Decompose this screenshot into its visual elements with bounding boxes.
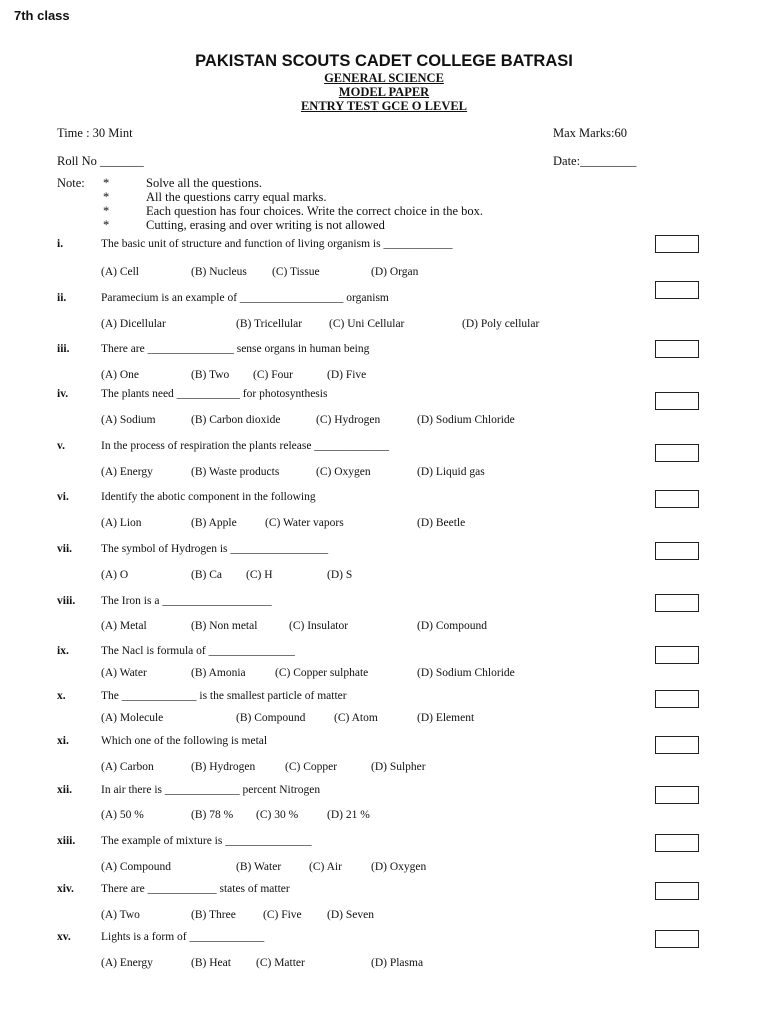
option: (B) Carbon dioxide [191,414,281,426]
option: (C) Four [253,369,293,381]
grade-label: 7th class [14,8,70,23]
question-number: xiii. [57,835,76,847]
option: (B) Three [191,909,236,921]
college-title: PAKISTAN SCOUTS CADET COLLEGE BATRASI [195,52,573,70]
option: (A) Energy [101,466,153,478]
answer-box[interactable] [655,235,699,253]
question-number: xii. [57,784,73,796]
question-number: xv. [57,931,71,943]
question-number: x. [57,690,66,702]
option: (C) Hydrogen [316,414,381,426]
option: (B) Non metal [191,620,258,632]
note-bullet: * [103,204,110,218]
question-number: i. [57,238,64,250]
question-text: Lights is a form of _____________ [101,931,265,943]
option: (D) Organ [371,266,419,278]
answer-box[interactable] [655,736,699,754]
option: (D) Five [327,369,367,381]
question-text: Identify the abotic component in the following [101,491,316,503]
answer-box[interactable] [655,834,699,852]
note-bullet: * [103,218,110,232]
question-text: There are _______________ sense organs in human being [101,343,370,355]
option: (D) S [327,569,353,581]
option: (A) Water [101,667,147,679]
note-bullet: * [103,176,110,190]
answer-box[interactable] [655,281,699,299]
note-item: Solve all the questions. [146,176,262,190]
question-text: Paramecium is an example of __________________ organism [101,292,389,304]
question-number: iv. [57,388,69,400]
question-number: xiv. [57,883,74,895]
question-text: The example of mixture is _______________ [101,835,312,847]
question-text: The _____________ is the smallest particle of matter [101,690,347,702]
answer-box[interactable] [655,786,699,804]
option: (A) O [101,569,129,581]
option: (D) Compound [417,620,487,632]
question-number: xi. [57,735,69,747]
question-text: The plants need ___________ for photosynthesis [101,388,328,400]
question-text: In the process of respiration the plants release _____________ [101,440,390,452]
option: (A) Two [101,909,140,921]
option: (A) Molecule [101,712,164,724]
option: (C) H [246,569,273,581]
roll-no-field: Roll No _______ [57,154,144,168]
option: (A) Cell [101,266,140,278]
question-number: vii. [57,543,73,555]
option: (A) Sodium [101,414,156,426]
question-number: vi. [57,491,69,503]
option: (B) Apple [191,517,237,529]
question-text: In air there is _____________ percent Nitrogen [101,784,321,796]
note-label: Note: [57,176,85,190]
answer-box[interactable] [655,594,699,612]
question-text: The symbol of Hydrogen is _________________ [101,543,329,555]
option: (B) Amonia [191,667,246,679]
option: (D) Oxygen [371,861,427,873]
question-text: There are ____________ states of matter [101,883,290,895]
answer-box[interactable] [655,882,699,900]
option: (A) Metal [101,620,147,632]
answer-box[interactable] [655,392,699,410]
answer-box[interactable] [655,490,699,508]
option: (D) Sodium Chloride [417,414,515,426]
option: (B) Hydrogen [191,761,256,773]
subject-title: GENERAL SCIENCE [324,71,444,85]
option: (D) Liquid gas [417,466,485,478]
note-item: Cutting, erasing and over writing is not allowed [146,218,385,232]
option: (C) Matter [256,957,305,969]
option: (A) Compound [101,861,171,873]
option: (C) Copper [285,761,338,773]
question-number: ii. [57,292,67,304]
note-bullet: * [103,190,110,204]
option: (D) Plasma [371,957,424,969]
option: (A) Lion [101,517,142,529]
answer-box[interactable] [655,542,699,560]
option: (C) Atom [334,712,378,724]
option: (D) Sodium Chloride [417,667,515,679]
test-title: ENTRY TEST GCE O LEVEL [300,99,468,113]
option: (C) Five [263,909,302,921]
answer-box[interactable] [655,340,699,358]
answer-box[interactable] [655,690,699,708]
question-text: The Iron is a ___________________ [101,595,272,607]
question-number: v. [57,440,65,452]
option: (A) Dicellular [101,318,166,330]
option: (C) 30 % [256,809,299,821]
question-text: Which one of the following is metal [101,735,268,747]
option: (B) Heat [191,957,231,969]
option: (B) Ca [191,569,222,581]
question-number: ix. [57,645,69,657]
option: (C) Tissue [272,266,320,278]
date-field: Date:_________ [553,154,637,168]
option: (D) Element [417,712,475,724]
option: (C) Uni Cellular [329,318,405,330]
option: (A) 50 % [101,809,144,821]
question-number: viii. [57,595,76,607]
paper-title: MODEL PAPER [338,85,430,99]
option: (B) 78 % [191,809,234,821]
option: (B) Compound [236,712,306,724]
option: (D) Poly cellular [462,318,540,330]
option: (D) Beetle [417,517,466,529]
max-marks-field: Max Marks:60 [553,126,627,140]
note-item: Each question has four choices. Write the correct choice in the box. [146,204,483,218]
option: (C) Insulator [289,620,349,632]
option: (D) Seven [327,909,374,921]
option: (B) Water [236,861,282,873]
option: (C) Copper sulphate [275,667,369,679]
option: (B) Two [191,369,230,381]
option: (A) Carbon [101,761,154,773]
question-text: The basic unit of structure and function of living organism is ____________ [101,238,453,250]
answer-box[interactable] [655,444,699,462]
option: (C) Air [309,861,342,873]
note-item: All the questions carry equal marks. [146,190,327,204]
question-text: The Nacl is formula of _______________ [101,645,295,657]
answer-box[interactable] [655,646,699,664]
option: (B) Waste products [191,466,280,478]
option: (C) Water vapors [265,517,344,529]
option: (B) Tricellular [236,318,303,330]
option: (B) Nucleus [191,266,247,278]
option: (A) One [101,369,139,381]
option: (D) 21 % [327,809,370,821]
option: (C) Oxygen [316,466,371,478]
option: (A) Energy [101,957,153,969]
question-number: iii. [57,343,70,355]
option: (D) Sulpher [371,761,426,773]
time-field: Time : 30 Mint [57,126,133,140]
answer-box[interactable] [655,930,699,948]
